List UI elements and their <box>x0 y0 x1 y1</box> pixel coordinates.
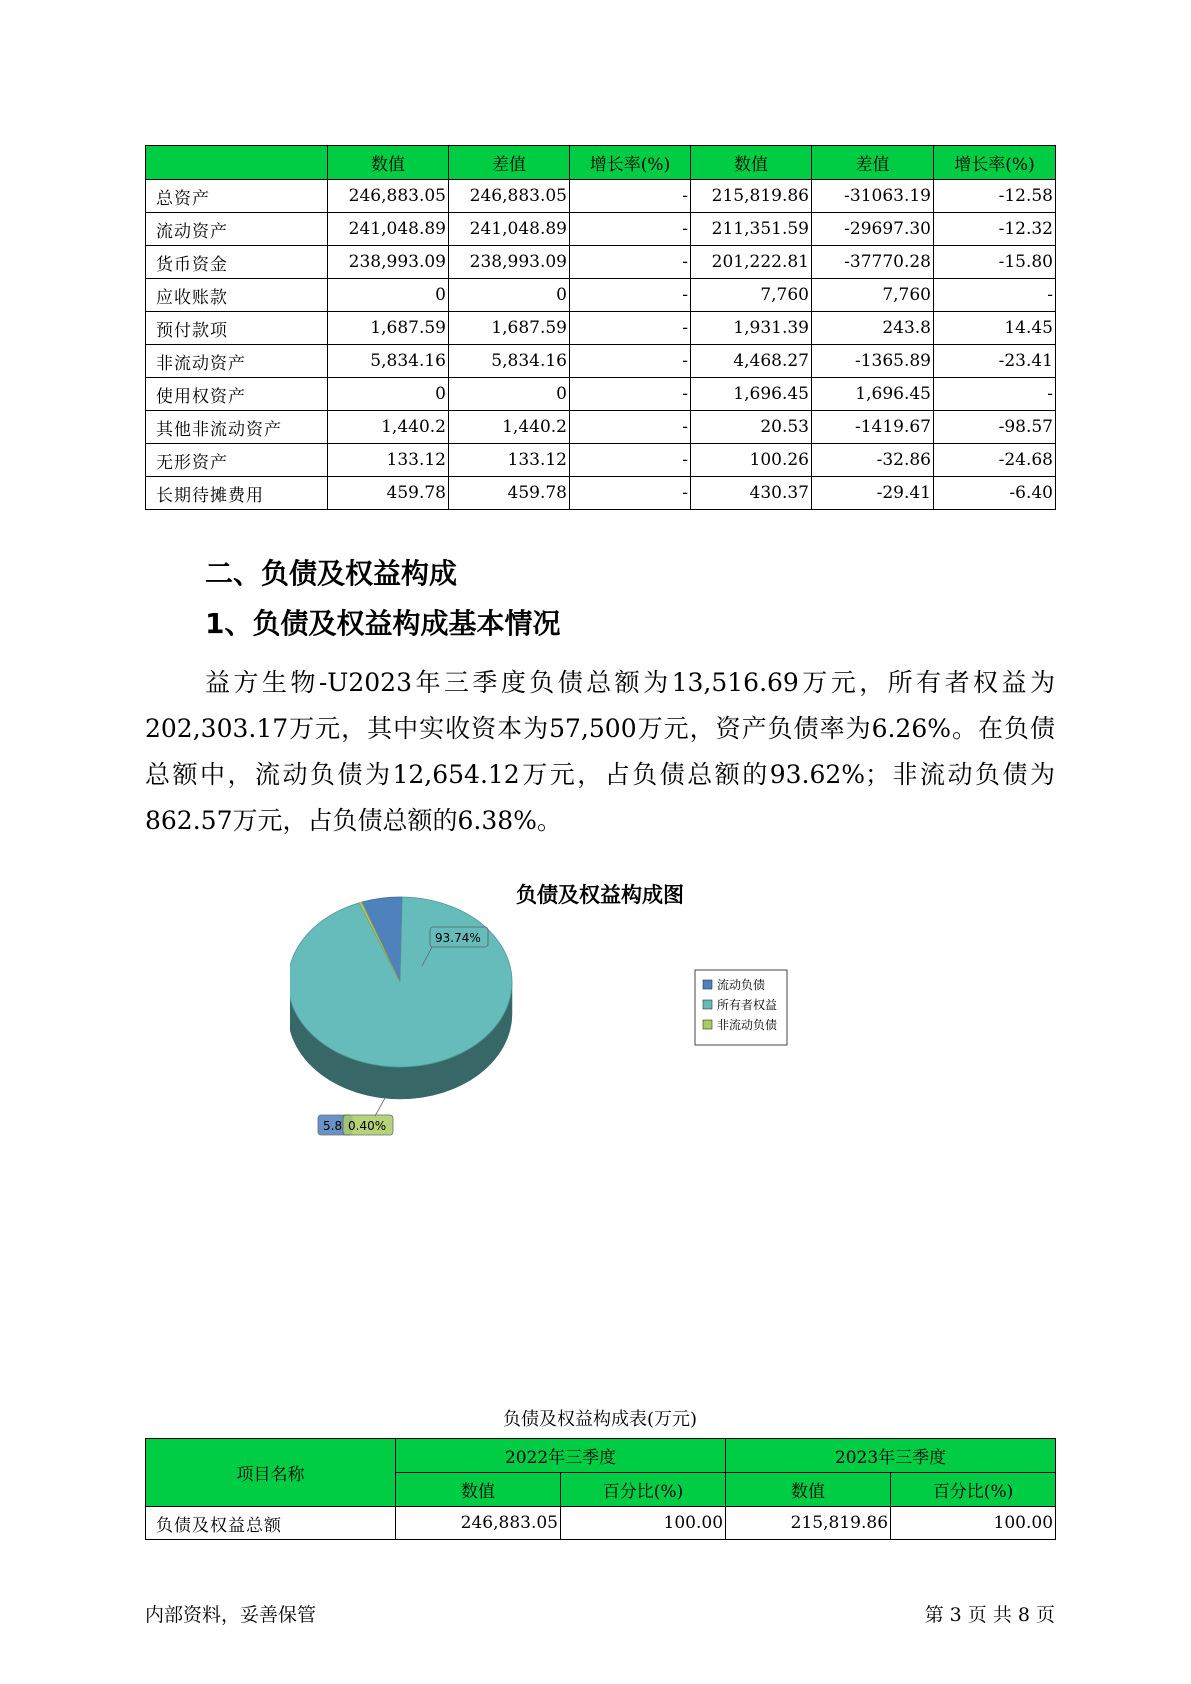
table-row <box>146 180 1056 213</box>
table-row <box>146 411 1056 444</box>
table-caption: 负债及权益构成表(万元) <box>502 1409 698 1430</box>
summary-paragraph: 益方生物-U2023年三季度负债总额为13,516.69万元，所有者权益为202,303.17万元，其中实收资本为57,500万元，资产负债率为6.26%。在负债总额中，流动负债为12,654.12万元，占负债总额的93.62%；非流动负债为862.57万元，占负债总额的6.38%。 <box>145 668 1055 835</box>
table-cell: -98.57 <box>934 411 1056 444</box>
data-label <box>343 1115 393 1135</box>
table-cell: -29.41 <box>812 477 934 510</box>
table-cell: 238,993.09 <box>328 246 449 279</box>
table-cell: 5,834.16 <box>449 345 570 378</box>
table-row <box>146 444 1056 477</box>
header-item: 项目名称 <box>146 1439 396 1507</box>
pie-chart <box>290 870 890 1200</box>
table-cell: 215,819.86 <box>726 1507 891 1540</box>
table-row <box>146 378 1056 411</box>
table-cell: 201,222.81 <box>691 246 812 279</box>
table-cell: 459.78 <box>449 477 570 510</box>
table-cell: 459.78 <box>328 477 449 510</box>
table-cell: - <box>570 411 691 444</box>
table-row <box>146 1507 1056 1540</box>
table-cell: 238,993.09 <box>449 246 570 279</box>
row-label: 使用权资产 <box>146 378 328 411</box>
table-cell: - <box>570 246 691 279</box>
footer-note: 内部资料，妥善保管 <box>145 1604 317 1626</box>
table-cell: - <box>570 213 691 246</box>
row-label: 流动资产 <box>146 213 328 246</box>
svg-text:5.8: 5.8 <box>323 1119 343 1133</box>
table-cell: - <box>934 378 1056 411</box>
table-cell: 430.37 <box>691 477 812 510</box>
table-cell: -31063.19 <box>812 180 934 213</box>
table-cell: 0 <box>328 279 449 312</box>
table-cell: 100.00 <box>891 1507 1056 1540</box>
subheader-cell: 数值 <box>726 1473 891 1507</box>
table-row <box>146 246 1056 279</box>
subheader-cell: 百分比(%) <box>891 1473 1056 1507</box>
table-cell: 0 <box>328 378 449 411</box>
table-row <box>146 345 1056 378</box>
table-cell: -29697.30 <box>812 213 934 246</box>
row-label: 其他非流动资产 <box>146 411 328 444</box>
table-cell: 1,696.45 <box>812 378 934 411</box>
chart-legend <box>695 970 787 1045</box>
table-cell: -1419.67 <box>812 411 934 444</box>
row-label: 预付款项 <box>146 312 328 345</box>
table-cell: 100.00 <box>561 1507 726 1540</box>
table-cell: 4,468.27 <box>691 345 812 378</box>
table-cell: - <box>570 279 691 312</box>
table-cell: - <box>570 477 691 510</box>
row-label: 货币资金 <box>146 246 328 279</box>
table-row <box>146 213 1056 246</box>
period-header: 2022年三季度 <box>396 1439 726 1473</box>
chart-title: 负债及权益构成图 <box>516 883 684 907</box>
table-row <box>146 312 1056 345</box>
row-label: 无形资产 <box>146 444 328 477</box>
row-label: 负债及权益总额 <box>146 1507 396 1540</box>
table-cell: -23.41 <box>934 345 1056 378</box>
table-cell: 1,696.45 <box>691 378 812 411</box>
table-cell: 0 <box>449 378 570 411</box>
header-cell: 数值 <box>328 146 449 180</box>
table-cell: 1,687.59 <box>449 312 570 345</box>
table-cell: 1,440.2 <box>449 411 570 444</box>
table-cell: 133.12 <box>328 444 449 477</box>
table-cell: -6.40 <box>934 477 1056 510</box>
row-label: 长期待摊费用 <box>146 477 328 510</box>
svg-text:所有者权益: 所有者权益 <box>717 998 778 1012</box>
table-cell: -24.68 <box>934 444 1056 477</box>
table-cell: 20.53 <box>691 411 812 444</box>
table-cell: 241,048.89 <box>449 213 570 246</box>
subheader-cell: 数值 <box>396 1473 561 1507</box>
table-cell: 246,883.05 <box>449 180 570 213</box>
table-cell: 7,760 <box>812 279 934 312</box>
table-cell: -12.58 <box>934 180 1056 213</box>
table-cell: 1,931.39 <box>691 312 812 345</box>
table-cell: - <box>570 312 691 345</box>
period-header: 2023年三季度 <box>726 1439 1056 1473</box>
table-cell: - <box>570 345 691 378</box>
table-cell: 14.45 <box>934 312 1056 345</box>
header-cell <box>146 146 328 180</box>
table-row <box>146 477 1056 510</box>
asset-table <box>145 145 1056 510</box>
header-cell: 数值 <box>691 146 812 180</box>
table-cell: - <box>570 444 691 477</box>
table-cell: 246,883.05 <box>396 1507 561 1540</box>
table-cell: 133.12 <box>449 444 570 477</box>
svg-text:0.40%: 0.40% <box>348 1119 387 1133</box>
table-cell: 5,834.16 <box>328 345 449 378</box>
table-cell: 100.26 <box>691 444 812 477</box>
header-cell: 差值 <box>449 146 570 180</box>
table-cell: -32.86 <box>812 444 934 477</box>
header-cell: 差值 <box>812 146 934 180</box>
subheader-cell: 百分比(%) <box>561 1473 726 1507</box>
section-heading: 二、负债及权益构成 <box>205 557 458 590</box>
svg-text:非流动负债: 非流动负债 <box>717 1018 778 1032</box>
header-cell: 增长率(%) <box>570 146 691 180</box>
row-label: 总资产 <box>146 180 328 213</box>
table-cell: - <box>570 180 691 213</box>
table-cell: - <box>570 378 691 411</box>
table-cell: 246,883.05 <box>328 180 449 213</box>
liability-table <box>145 1438 1056 1540</box>
svg-text:93.74%: 93.74% <box>435 931 481 945</box>
svg-text:流动负债: 流动负债 <box>717 978 766 992</box>
table-cell: 7,760 <box>691 279 812 312</box>
table-cell: 241,048.89 <box>328 213 449 246</box>
table-cell: - <box>934 279 1056 312</box>
table-cell: -1365.89 <box>812 345 934 378</box>
table-cell: 1,687.59 <box>328 312 449 345</box>
table-cell: -12.32 <box>934 213 1056 246</box>
table-cell: 215,819.86 <box>691 180 812 213</box>
table-row <box>146 279 1056 312</box>
page-number: 第 3 页 共 8 页 <box>924 1604 1055 1626</box>
row-label: 非流动资产 <box>146 345 328 378</box>
table-cell: 211,351.59 <box>691 213 812 246</box>
table-cell: -37770.28 <box>812 246 934 279</box>
header-cell: 增长率(%) <box>934 146 1056 180</box>
table-cell: 0 <box>449 279 570 312</box>
row-label: 应收账款 <box>146 279 328 312</box>
section-subheading: 1、负债及权益构成基本情况 <box>205 607 561 640</box>
table-cell: -15.80 <box>934 246 1056 279</box>
table-cell: 1,440.2 <box>328 411 449 444</box>
asset-table-header <box>146 146 1056 180</box>
data-label <box>430 927 488 947</box>
table-cell: 243.8 <box>812 312 934 345</box>
